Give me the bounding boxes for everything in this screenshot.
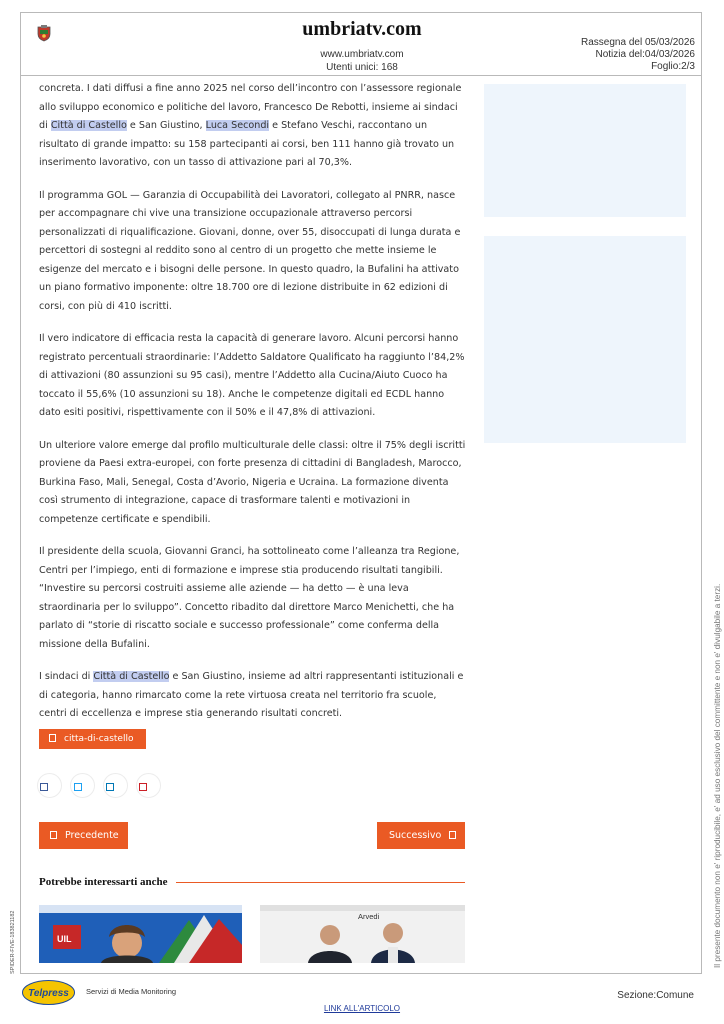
twitter-icon [74,783,82,791]
section-label: Sezione:Comune [617,990,694,1001]
paragraph-5: Il presidente della scuola, Giovanni Granci, ha sottolineato come l’alleanza tra Regione, Centri per l’impiego, enti di formazione e imprese stia producendo risultati tangibili. “Investire su percorsi costruiti assieme alle aziende — ha detto — è una leva straordinaria per lo sviluppo”. Concetto ribadito dal direttore Marco Menichetti, che ha parlato di “storie di riscatto sociale e successo professionale” come conferma della missione della Bufalini. [39,546,460,650]
site-title: umbriatv.com [302,18,422,40]
paragraph-3: Il vero indicatore di efficacia resta la capacità di generare lavoro. Alcuni percorsi hanno registrato percentuali straordinarie: l’Addetto Saldatore Qualificato ha raggiunto l’84,2% di attivazioni (80 assunzioni su 95 casi), mentre l’Addetto alla Cucina/Aiuto Cuoco ha toccato il 55,6% (10 assunzioni su 18). Anche le competenze digitali ed ECDL hanno dato esiti positivi, rispettivamente con il 50% e il 47,8% di attivazioni. [39,333,465,418]
share-linkedin-button[interactable] [103,773,128,798]
page-sheet: Foglio:2/3 [651,61,695,72]
header-divider [20,75,702,76]
document-id: SPIDER-FIVE-183821182 [10,910,16,974]
facebook-icon [40,783,48,791]
thumb-1-logo-text: UIL [57,934,72,944]
telpress-logo [22,980,75,1005]
paragraph-4: Un ulteriore valore emerge dal profilo multiculturale delle classi: oltre il 75% degli iscritti proviene da Paesi extra-europei, con forte presenza di cittadini di Bangladesh, Marocco, Burkina Faso, Mali, Senegal, Costa d’Avorio, Nigeria e Ucraina. La formazione diventa così strumento di integrazione, capace di trasformare talenti e motivazioni in competenze certificate e spendibili. [39,439,466,525]
svg-text:Telpress: Telpress [28,988,69,999]
related-title: Potrebbe interessarti anche [39,876,168,888]
article-link[interactable]: LINK ALL'ARTICOLO [323,1004,401,1013]
related-thumb-2[interactable] [260,905,465,963]
highlight-city: Città di Castello [93,671,170,682]
share-facebook-button[interactable] [37,773,62,798]
paragraph-1: concreta. I dati diffusi a fine anno 2025 nel corso dell’incontro con l’assessore regionale allo sviluppo economico e politiche del lavoro, Francesco De Rebotti, insieme ai sindaci di Città di Castello e San Giustino, Luca Secondi e Stefano Veschi, raccontano un risultato di grande impatto: su 158 partecipanti ai corsi, ben 111 hanno già trovato un inserimento lavorativo, con un tasso di attivazione pari al 70,3%. [39,83,462,168]
next-button[interactable]: Successivo [377,822,465,849]
highlight-city: Città di Castello [50,120,127,131]
thumb-2-logo-text: Arvedi [358,912,380,921]
share-pinterest-button[interactable] [136,773,161,798]
sidebar-ad-2 [484,236,686,443]
article-body [39,80,467,738]
share-twitter-button[interactable] [70,773,95,798]
unique-users: Utenti unici: 168 [326,62,398,73]
media-monitoring-label: Servizi di Media Monitoring [86,987,177,996]
pinterest-icon [139,783,147,791]
related-divider [176,882,465,883]
paragraph-2: Il programma GOL — Garanzia di Occupabilità dei Lavoratori, collegato al PNRR, nasce per accompagnare chi vive una transizione occupazionale attraverso percorsi personalizzati di riqualificazione. Giovani, donne, over 55, disoccupati di lunga durata e percettori di sostegni al reddito sono al centro di un progetto che mette insieme le esigenze del mercato e i bisogni delle persone. In questo quadro, la Bufalini ha attivato un piano formativo imponente: oltre 18.700 ore di lezione distribuite in 62 edizioni di corsi, con più di 410 iscritti. [39,189,461,312]
tag-icon [49,734,56,742]
prev-icon [50,831,57,839]
highlight-mayor: Luca Secondi [205,120,270,131]
related-thumb-1[interactable] [39,905,242,963]
previous-button[interactable]: Precedente [39,822,128,849]
paragraph-6: I sindaci di Città di Castello e San Giustino, insieme ad altri rappresentanti istituzionali e di categoria, hanno rimarcato come la rete virtuosa creata nel territorio fra scuole, centri di eccellenza e imprese stia generando risultati concreti. [39,671,464,719]
sidebar-ad-1 [484,84,686,217]
copyright-disclaimer: Il presente documento non e' riproducibile, e' ad uso esclusivo del committente e non e' divulgabile a terzi. [713,583,722,968]
linkedin-icon [106,783,114,791]
press-meta [581,37,695,73]
next-icon [449,831,456,839]
rassegna-date: Rassegna del 05/03/2026 [581,37,695,48]
notizia-date: Notizia del:04/03/2026 [595,49,695,60]
site-url: www.umbriatv.com [320,49,404,60]
tag-button[interactable]: citta-di-castello [39,729,146,749]
